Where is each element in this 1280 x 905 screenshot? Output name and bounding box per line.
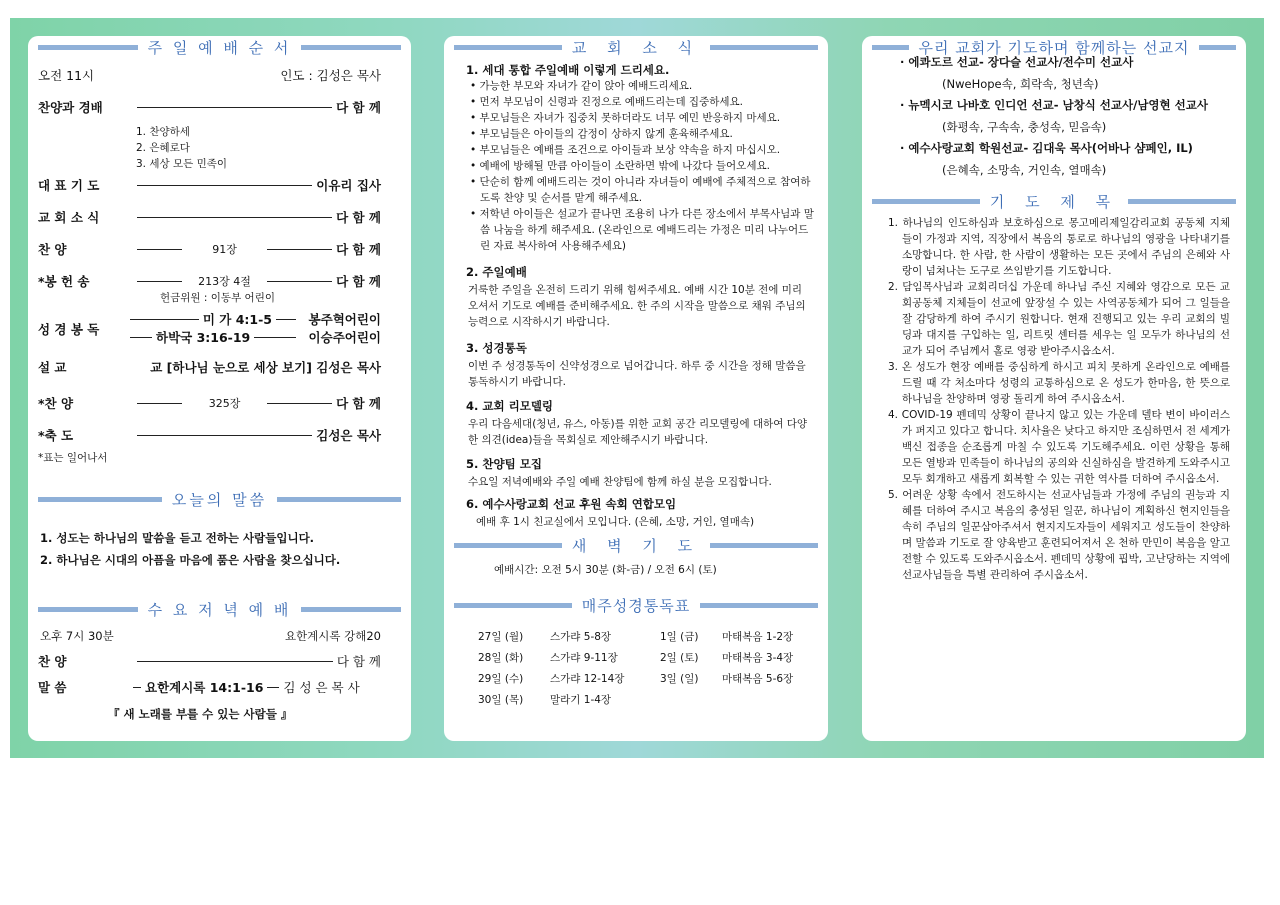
news-6-text: 예배 후 1시 친교실에서 모입니다. (은혜, 소망, 거인, 열매속) [476,516,755,528]
service-time: 오전 11시 [38,68,95,83]
list-item: 4. COVID-19 펜데믹 상황이 끝나지 않고 있는 가운데 델타 변이 바이러스가 퍼지고 있다고 합니다. 치사율은 낮다고 하지만 조심하면서 전 세계가 백신 접종을 순조롭게 마칠 수 있도록 기도해주세요. 이런 상황을 통해 모든 열방과 민족들이 하나님의 공의와 신실하심을 발견하게 도와주시고 모두 회개하고 새롭게 회복할 수 있는 귀한 역사를 더하여 주시옵소서. [888,408,1230,485]
table-row: 28일 (화) 스가랴 9-11장 2일 (토) 마태복음 3-4장 [478,652,794,664]
list-item: 5. 어려운 상황 속에서 전도하시는 선교사님들과 가정에 주님의 권능과 지혜를 더하여 주시고 복음의 충성된 일꾼, 하나님이 계획하신 현지인들을 속히 주님의 일꾼삼아주셔서 현지지도자들이 세워지고 성도들이 찬양하며 말씀과 기도로 잘 양육받고 훈련되어져서 온 천하 만민이 복음을 알고 전할 수 있도록 도와주시옵소서. 펜데믹 상황에 핍박, 고난당하는 지역에 선교사님들을 특별 관리하여 주시옵소서. [888,488,1230,581]
reading-heading: 매주성경통독표 [454,594,818,616]
mission-3-groups: (은혜속, 소망속, 거인속, 열매속) [942,163,1107,177]
prayer-heading: 기 도 제 목 [872,190,1236,212]
order-row: *찬 양 325장 다 함 께 [38,396,381,411]
mission-1: · 에콰도르 선교- 장다슬 선교사/전수미 선교사 [900,55,1134,69]
mission-heading: 우리 교회가 기도하며 함께하는 선교지 [872,36,1236,58]
prayer-list [888,215,1230,583]
list-item: 3. 온 성도가 현장 예배를 중심하게 하시고 피치 못하게 온라인으로 예배를 드릴 때 각 처소마다 성령의 교통하심으로 온 성도가 한마음, 한 뜻으로 하나님을 찬양하며 영광 돌리게 하여 주시옵소서. [888,360,1230,405]
mission-3: · 예수사랑교회 학원선교- 김대욱 목사(어바나 샴페인, IL) [900,141,1193,155]
service-leader: 인도 : 김성은 목사 [280,68,381,83]
news-6-title: 6. 예수사랑교회 선교 후원 속회 연합모임 [466,497,677,511]
table-row: 27일 (월) 스가랴 5-8장 1일 (금) 마태복음 1-2장 [478,631,794,643]
news-2-text: 거룩한 주일을 온전히 드리기 위해 힘써주세요. 예배 시간 10분 전에 미리 오셔서 기도로 예배를 준비해주세요. 한 주의 시작을 말씀으로 채워 주님의 능력으로 시작하시기 바랍니다. [468,284,806,328]
scripture-1: 미 가 4:1-5 [130,310,296,328]
news-1-bullets: • 가능한 부모와 자녀가 같이 앉아 예배드리세요. • 먼저 부모님이 신령과 진정으로 예배드리는데 집중하세요. • 부모님들은 자녀가 집중치 못하더라도 너무 예민 반응하지 마세요. • 부모님들은 아이들의 감정이 상하지 않게 훈육해주세요. • 부모님들은 예배를 조건으로 아이들과 보상 약속을 하지 마십시오. • 예배에 방해될 만큼 아이들이 소란하면 밖에 나갔다 들어오세요. • 단순히 함께 예배드리는 것이 아니라 자녀들이 예배에 주체적으로 참여하도록 찬양 및 순서를 맡게 해주세요. • 저학년 아이들은 설교가 끝나면 조용히 나가 다른 장소에서 부목사님과 말씀 나눔을 하게 해주세요. (온라인으로 예배드리는 가정은 미리 나누어드린 자료 복사하여 사용해주세요) [470,80,814,252]
scripture-label: 성 경 봉 독 [38,322,100,337]
worship-order-panel [28,36,411,741]
reading-table [478,626,799,710]
dawn-prayer-time: 예배시간: 오전 5시 30분 (화-금) / 오전 6시 (토) [494,564,717,576]
order-row: 찬양과 경배 다 함 께 [38,100,381,115]
list-item: 1. 하나님의 인도하심과 보호하심으로 몽고메리제일감리교회 공동체 지체들이 가정과 지역, 직장에서 복음의 통로로 하나님의 영광을 나타내기를 소망합니다. 한 사람, 한 사람이 생활하는 모든 곳에서 주님의 은혜와 사랑이 넘쳐나는 도구로 쓰임받기를 기도합니다. [888,216,1230,277]
order-row: *봉 헌 송 213장 4절 다 함 께 [38,274,381,289]
news-4-title: 4. 교회 리모델링 [466,399,554,413]
wed-time: 오후 7시 30분 [40,629,114,643]
mission-panel [862,36,1246,741]
wed-text: 요한계시록 강해20 [284,629,381,643]
worship-order-heading: 주 일 예 배 순 서 [38,36,401,58]
dawn-prayer-heading: 새 벽 기 도 [454,534,818,556]
word-line-1: 1. 성도는 하나님의 말씀을 듣고 전하는 사람들입니다. [40,531,315,545]
wednesday-heading: 수 요 저 녁 예 배 [38,598,401,620]
table-row: 30일 (목) 말라기 1-4장 [478,694,612,706]
word-line-2: 2. 하나님은 시대의 아픔을 마음에 품은 사람을 찾으십니다. [40,553,341,567]
wed-sermon-title: 『 새 노래를 부를 수 있는 사람들 』 [108,707,293,721]
wed-row: 말 씀 요한계시록 14:1-16 김 성 은 목 사 [38,680,360,695]
offering-note: 헌금위원 : 이동부 어린이 [160,292,275,304]
news-5-text: 수요일 저녁예배와 주일 예배 찬양팀에 함께 하실 분을 모집합니다. [468,476,772,488]
order-row: 찬 양 91장 다 함 께 [38,242,381,257]
wed-row: 찬 양 다 함 께 [38,654,381,669]
scripture-2: 하박국 3:16-19 [130,328,296,346]
order-row: *축 도 김성은 목사 [38,428,381,443]
mission-1-groups: (NweHope속, 희락속, 청년속) [942,77,1099,91]
word-heading: 오늘의 말씀 [38,488,401,510]
church-news-panel [444,36,828,741]
song-list: 1. 찬양하세 2. 은혜로다 3. 세상 모든 민족이 [136,126,228,170]
list-item: 2. 담임목사님과 교회리더십 가운데 하나님 주신 지혜와 영감으로 모든 교회공동체 지체들이 선교에 앞장설 수 있는 사역공동체가 되어 그 일들을 잘 감당하게 하여 주시기 원합니다. 현재 진행되고 있는 우리 교회의 빌딩과 대지를 구입하는 일, 리트릿 센터를 세우는 일 모두가 하나님의 선교가 되어 주님께서 홀로 영광 받아주시옵소서. [888,280,1230,357]
mission-2: · 뉴멕시코 나바호 인디언 선교- 남창식 선교사/남영현 선교사 [900,98,1208,112]
news-2-title: 2. 주일예배 [466,265,527,279]
news-4-text: 우리 다음세대(청년, 유스, 아동)를 위한 교회 공간 리모델링에 대하여 다양한 의견(idea)들을 목회실로 제안해주시기 바랍니다. [468,418,808,446]
table-row: 29일 (수) 스가랴 12-14장 3일 (일) 마태복음 5-6장 [478,673,794,685]
church-news-heading: 교 회 소 식 [454,36,818,58]
mission-2-groups: (화평속, 구속속, 충성속, 믿음속) [942,120,1107,134]
news-3-text: 이번 주 성경통독이 신약성경으로 넘어갑니다. 하루 중 시간을 정해 말씀을 통독하시기 바랍니다. [468,360,806,388]
order-row: 교 회 소 식 다 함 께 [38,210,381,225]
news-5-title: 5. 찬양팀 모집 [466,457,542,471]
scripture-1-reader: 봉주혁어린이 [308,312,381,327]
footnote: *표는 일어나서 [38,452,108,464]
order-row: 대 표 기 도 이유리 집사 [38,178,381,193]
sermon-row: 설 교 교 [하나님 눈으로 세상 보기] 김성은 목사 [38,360,381,375]
scripture-2-reader: 이승주어린이 [308,330,381,345]
news-1-title: 1. 세대 통합 주일예배 이렇게 드리세요. [466,63,670,77]
news-3-title: 3. 성경통독 [466,341,527,355]
